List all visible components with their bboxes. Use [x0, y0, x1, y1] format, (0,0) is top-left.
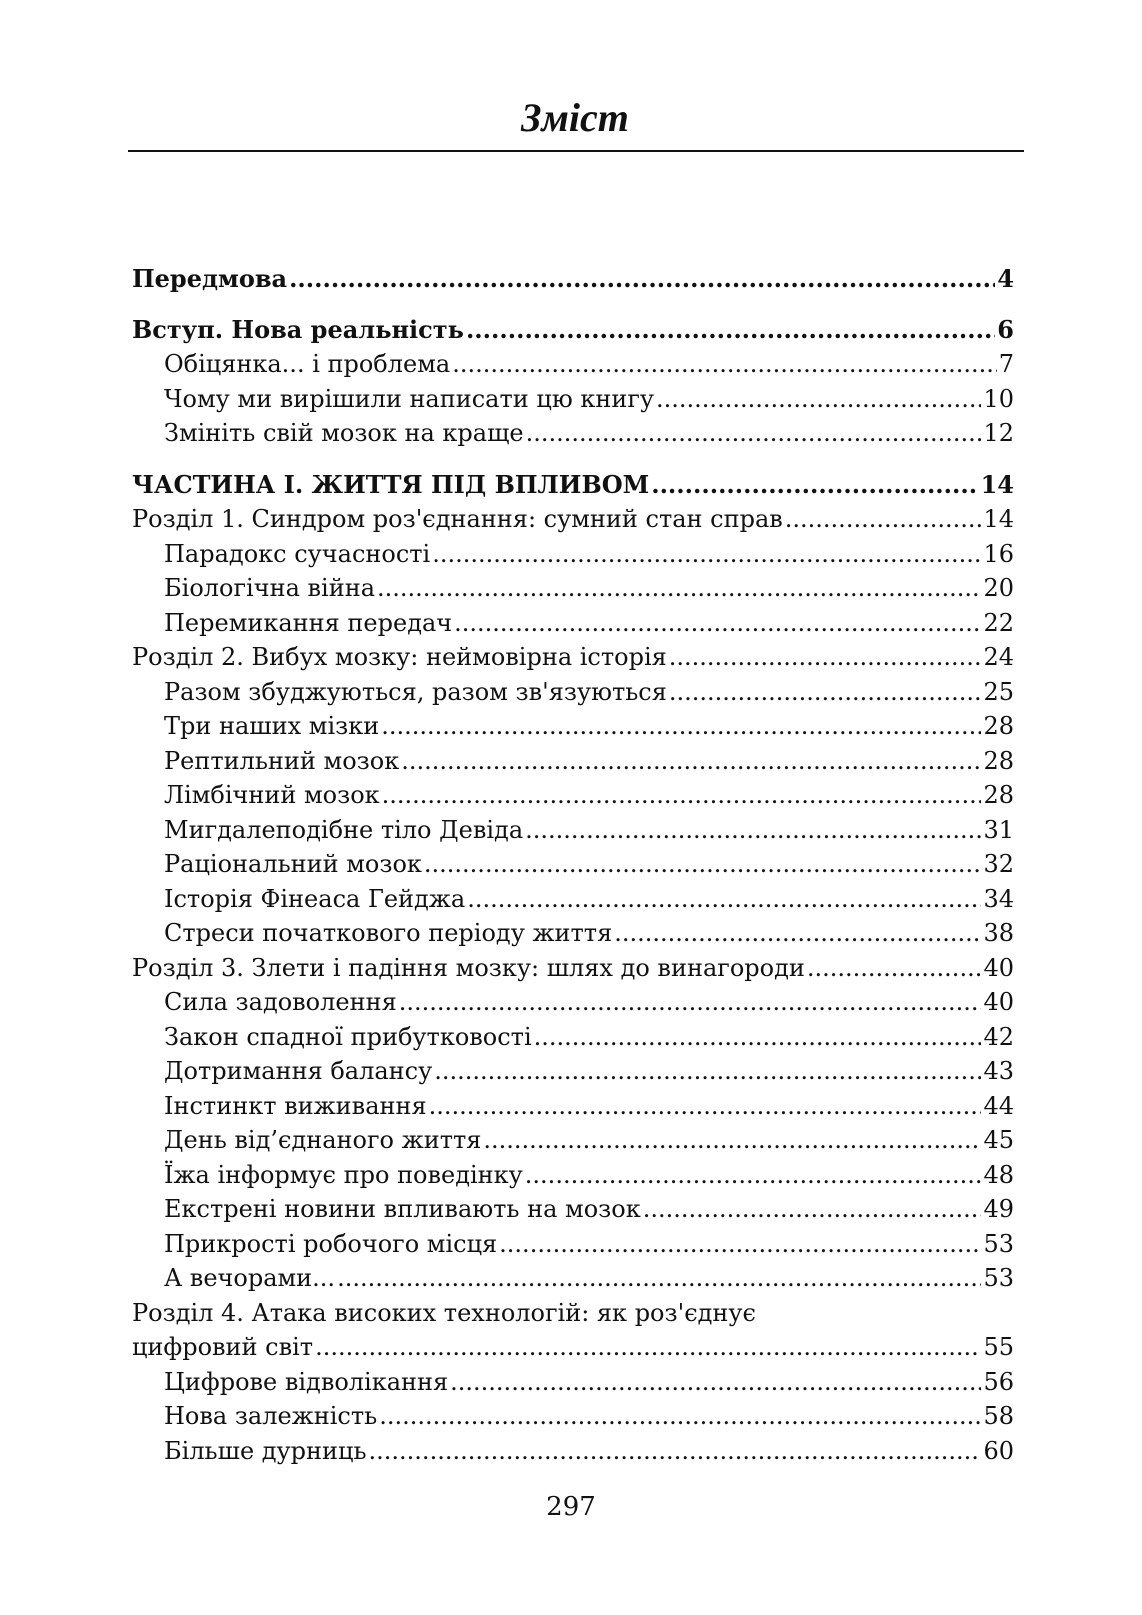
toc-entry-page: 53 [983, 1264, 1014, 1292]
toc-entry-chapter-4-cont[interactable] [132, 1330, 1014, 1365]
toc-entry-page: 38 [983, 919, 1014, 947]
toc-entry-label: Розділ 4. Атака високих технологій: як роз'єднує [132, 1298, 756, 1327]
toc-entry[interactable] [132, 675, 1014, 710]
toc-entry-label: Вступ. Нова реальність [132, 314, 464, 344]
toc-entry-label: День від’єднаного життя [164, 1126, 482, 1154]
toc-entry-chapter-1[interactable] [132, 502, 1014, 537]
dot-leader [315, 1330, 981, 1365]
dot-leader [289, 262, 995, 297]
toc-entry-page: 58 [983, 1402, 1014, 1430]
dot-leader [369, 1434, 982, 1469]
toc-entry-label: Біологічна війна [164, 574, 375, 602]
toc-entry-label: Чому ми вирішили написати цю книгу [164, 384, 655, 413]
toc-entry-page: 31 [983, 815, 1014, 844]
dot-leader [382, 778, 982, 813]
dot-leader [525, 1158, 982, 1193]
toc-entry-label: Прикрості робочого місця [164, 1229, 498, 1258]
toc-entry-page: 40 [983, 953, 1014, 982]
toc-entry-preface[interactable] [132, 262, 1014, 297]
dot-leader [467, 882, 981, 917]
toc-entry-chapter-2[interactable] [132, 640, 1014, 675]
toc-entry-page: 25 [983, 677, 1014, 706]
toc-entry-label: Розділ 1. Синдром роз'єднання: сумний стан справ [132, 505, 783, 533]
toc-entry-page: 56 [983, 1367, 1014, 1396]
toc-entry-label: Змініть свій мозок на краще [164, 419, 524, 447]
dot-leader [401, 744, 981, 779]
toc-entry-page: 12 [983, 419, 1014, 447]
toc-entry[interactable] [132, 1192, 1014, 1227]
dot-leader [534, 1020, 982, 1055]
dot-leader [429, 1089, 982, 1124]
toc-entry-part-1[interactable] [132, 468, 1014, 503]
toc-entry[interactable] [132, 1020, 1014, 1055]
toc-entry-page: 22 [983, 608, 1014, 637]
toc-entry-label: Перемикання передач [164, 608, 453, 637]
toc-entry-label: Мигдалеподібне тіло Девіда [164, 815, 524, 844]
toc-entry-label: Рептильний мозок [164, 746, 400, 775]
dot-leader [434, 1054, 981, 1089]
toc-entry-page: 53 [983, 1229, 1014, 1258]
toc-entry[interactable] [132, 537, 1014, 572]
toc-entry-page: 60 [983, 1436, 1014, 1465]
dot-leader [651, 468, 978, 503]
toc-entry-page: 6 [997, 314, 1014, 344]
toc-entry-page: 43 [983, 1057, 1014, 1085]
toc-entry[interactable] [132, 778, 1014, 813]
toc-entry[interactable] [132, 709, 1014, 744]
toc-entry-page: 14 [980, 469, 1014, 499]
dot-leader [499, 1227, 981, 1262]
dot-leader [450, 1365, 981, 1400]
toc-entry[interactable] [132, 985, 1014, 1020]
toc-entry[interactable] [132, 1261, 1014, 1296]
toc-entry[interactable] [132, 571, 1014, 606]
toc-entry-page: 48 [983, 1160, 1014, 1189]
toc-entry-label: Лімбічний мозок [164, 781, 380, 809]
dot-leader [614, 916, 981, 951]
toc-entry[interactable] [132, 1054, 1014, 1089]
toc-entry-page: 7 [998, 350, 1014, 378]
title-rule [128, 150, 1024, 152]
toc-entry-page: 14 [983, 505, 1014, 533]
toc-entry-page: 20 [983, 574, 1014, 602]
dot-leader [483, 1123, 981, 1158]
toc-entry-chapter-3[interactable] [132, 951, 1014, 986]
toc-entry-label: Цифрове відволікання [164, 1367, 449, 1396]
toc-entry[interactable] [132, 882, 1014, 917]
toc-entry-label: Інстинкт виживання [164, 1091, 427, 1120]
toc-entry[interactable] [132, 382, 1014, 417]
toc-entry-page: 28 [983, 746, 1014, 775]
dot-leader [337, 1261, 981, 1296]
toc-entry-page: 40 [983, 988, 1014, 1016]
toc-entry[interactable] [132, 813, 1014, 848]
toc-entry-label: Обіцянка... і проблема [164, 350, 451, 378]
dot-leader [454, 606, 981, 641]
dot-leader [785, 502, 982, 537]
dot-leader [669, 640, 982, 675]
dot-leader [381, 709, 981, 744]
toc-entry-label: Стреси початкового періоду життя [164, 919, 613, 947]
dot-leader [526, 416, 982, 451]
dot-leader [807, 951, 982, 986]
toc-entry-intro[interactable] [132, 313, 1014, 348]
table-of-contents [132, 262, 1014, 1468]
toc-entry-label: Історія Фінеаса Гейджа [164, 884, 466, 913]
toc-entry[interactable] [132, 1434, 1014, 1469]
toc-entry-label: Закон спадної прибутковості [164, 1022, 532, 1051]
dot-leader [525, 813, 981, 848]
toc-entry-label: Екстрені новини впливають на мозок [164, 1195, 641, 1223]
toc-entry[interactable] [132, 847, 1014, 882]
toc-entry-label: Розділ 2. Вибух мозку: неймовірна історія [132, 643, 667, 671]
toc-entry-page: 55 [983, 1333, 1014, 1361]
toc-entry[interactable] [132, 744, 1014, 779]
toc-entry-chapter-4[interactable] [132, 1296, 1014, 1331]
toc-entry-page: 45 [983, 1126, 1014, 1154]
toc-entry-page: 16 [983, 539, 1014, 568]
dot-leader [399, 985, 982, 1020]
toc-entry[interactable] [132, 1123, 1014, 1158]
dot-leader [424, 847, 982, 882]
page-title: Зміст [521, 95, 629, 140]
toc-entry-label: Разом збуджуються, разом зв'язуються [164, 677, 667, 706]
toc-entry[interactable] [132, 606, 1014, 641]
toc-entry-page: 32 [983, 850, 1014, 878]
toc-entry[interactable] [132, 347, 1014, 382]
toc-entry-page: 24 [983, 643, 1014, 671]
toc-entry-label: А вечорами... [164, 1264, 336, 1292]
toc-entry-page: 49 [983, 1195, 1014, 1223]
toc-entry-page: 44 [983, 1091, 1014, 1120]
dot-leader [466, 313, 995, 348]
toc-entry-page: 28 [983, 781, 1014, 809]
toc-entry-label: цифровий світ [132, 1333, 314, 1361]
dot-leader [643, 1192, 982, 1227]
page-number: 297 [546, 1492, 596, 1522]
dot-leader [452, 347, 997, 382]
toc-entry-label: Їжа інформує про поведінку [164, 1160, 523, 1189]
dot-leader [656, 382, 981, 417]
toc-entry[interactable] [132, 1365, 1014, 1400]
toc-entry-page: 10 [983, 384, 1014, 413]
toc-entry[interactable] [132, 1158, 1014, 1193]
dot-leader [377, 571, 981, 606]
toc-entry[interactable] [132, 1089, 1014, 1124]
toc-entry-label: Три наших мізки [164, 712, 380, 740]
toc-entry-label: Сила задоволення [164, 988, 397, 1016]
toc-entry-page: 28 [983, 712, 1014, 740]
toc-entry-label: ЧАСТИНА І. ЖИТТЯ ПІД ВПЛИВОМ [132, 469, 650, 499]
toc-entry-label: Розділ 3. Злети і падіння мозку: шлях до винагороди [132, 953, 805, 982]
toc-entry-label: Дотримання балансу [164, 1057, 433, 1085]
toc-entry-label: Раціональний мозок [164, 850, 422, 878]
dot-leader [432, 537, 981, 572]
dot-leader [379, 1399, 981, 1434]
toc-entry-label: Більше дурниць [164, 1436, 367, 1465]
toc-entry-page: 4 [997, 264, 1014, 293]
toc-entry-label: Парадокс сучасності [164, 539, 431, 568]
toc-entry[interactable] [132, 1227, 1014, 1262]
toc-entry-label: Передмова [132, 264, 288, 293]
toc-entry[interactable] [132, 416, 1014, 451]
toc-entry[interactable] [132, 1399, 1014, 1434]
toc-entry-page: 42 [983, 1022, 1014, 1051]
toc-entry-page: 34 [983, 884, 1014, 913]
dot-leader [669, 675, 982, 710]
toc-entry-label: Нова залежність [164, 1402, 378, 1430]
toc-entry[interactable] [132, 916, 1014, 951]
